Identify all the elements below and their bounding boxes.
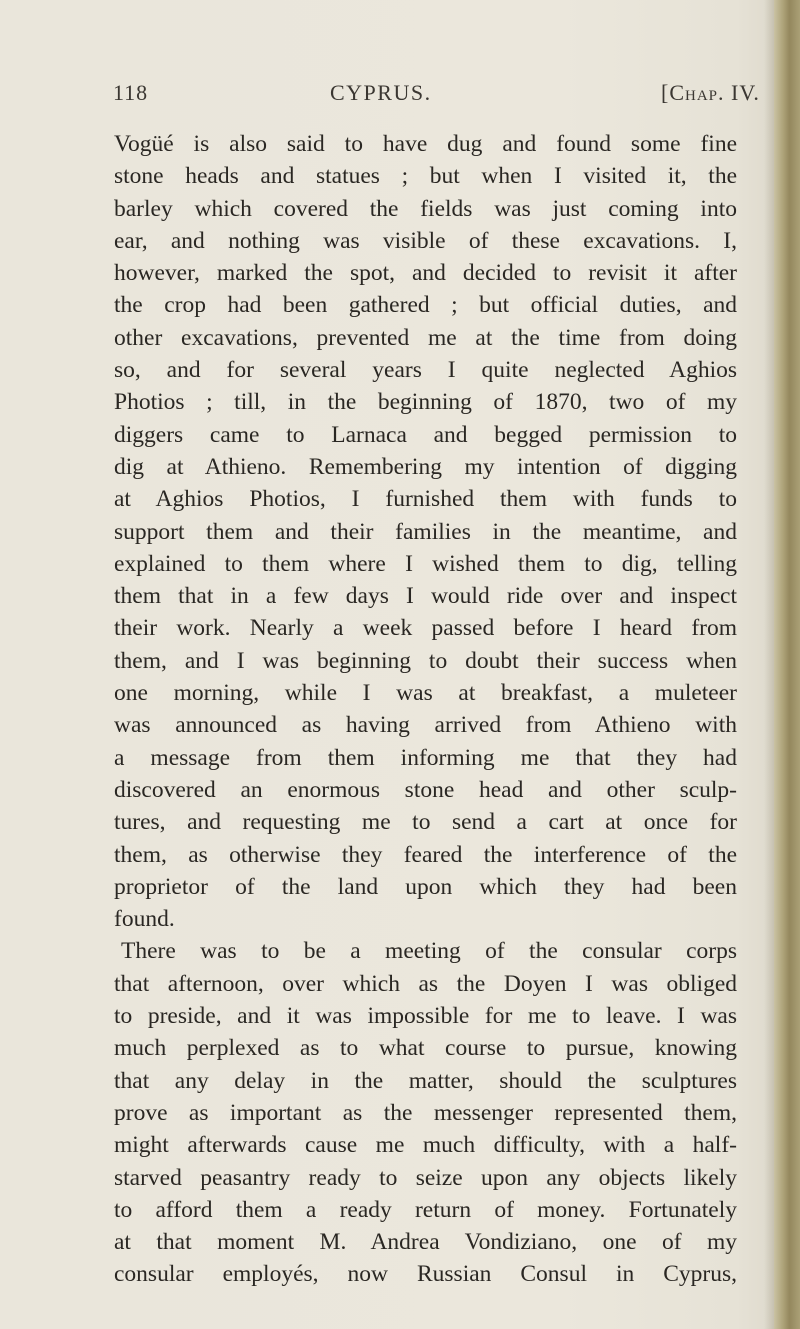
text-line: Photios ; till, in the beginning of 1870, two of my: [114, 389, 737, 416]
text-line: at that moment M. Andrea Vondiziano, one of my: [114, 1229, 737, 1256]
text-line: discovered an enormous stone head and other sculp-: [114, 776, 737, 803]
text-line: the crop had been gathered ; but official duties, and: [114, 292, 737, 319]
text-line: ear, and nothing was visible of these excavations. I,: [114, 227, 737, 254]
text-line: starved peasantry ready to seize upon any objects likely: [114, 1164, 737, 1191]
text-line: much perplexed as to what course to pursue, knowing: [114, 1035, 737, 1062]
text-line: other excavations, prevented me at the time from doing: [114, 324, 737, 351]
body-text: [114, 128, 737, 1291]
text-line: found.: [114, 906, 175, 933]
page-number: 118: [113, 80, 149, 105]
text-line: diggers came to Larnaca and begged permission to: [114, 421, 737, 448]
text-line: stone heads and statues ; but when I visited it, the: [114, 163, 737, 190]
chapter-reference: [Chap. IV.: [661, 80, 760, 105]
text-line: tures, and requesting me to send a cart at once for: [114, 809, 737, 836]
text-line: might afterwards cause me much difficulty, with a half-: [114, 1132, 737, 1159]
running-title: CYPRUS.: [330, 80, 432, 105]
text-line: dig at Athieno. Remembering my intention of digging: [114, 453, 737, 480]
text-line: support them and their families in the meantime, and: [114, 518, 737, 545]
text-line: them that in a few days I would ride over and inspect: [114, 583, 737, 610]
text-line: that afternoon, over which as the Doyen I was obliged: [114, 970, 737, 997]
text-line: prove as important as the messenger represented them,: [114, 1099, 737, 1126]
text-line: one morning, while I was at breakfast, a muleteer: [114, 680, 737, 707]
text-line: so, and for several years I quite neglected Aghios: [114, 357, 737, 384]
page-edge: [774, 0, 800, 1329]
text-line: to preside, and it was impossible for me to leave. I was: [114, 1003, 737, 1030]
text-line: at Aghios Photios, I furnished them with funds to: [114, 486, 737, 513]
text-line: explained to them where I wished them to dig, telling: [114, 550, 737, 577]
text-line: however, marked the spot, and decided to revisit it after: [114, 260, 737, 287]
running-header: [0, 80, 800, 120]
text-line: proprietor of the land upon which they had been: [114, 873, 737, 900]
text-line: barley which covered the fields was just coming into: [114, 195, 737, 222]
text-line: was announced as having arrived from Athieno with: [114, 712, 737, 739]
text-line: to afford them a ready return of money. Fortunately: [114, 1196, 737, 1223]
text-line: Vogüé is also said to have dug and found some fine: [114, 131, 737, 157]
text-line: that any delay in the matter, should the sculptures: [114, 1067, 737, 1094]
text-line: their work. Nearly a week passed before I heard from: [114, 615, 737, 642]
text-line: them, as otherwise they feared the interference of the: [114, 841, 737, 868]
text-line: consular employés, now Russian Consul in Cyprus,: [114, 1261, 737, 1288]
text-line: a message from them informing me that they had: [114, 744, 737, 771]
text-line: There was to be a meeting of the consular corps: [121, 938, 737, 965]
page-gutter-shadow: [764, 0, 774, 1329]
text-line: them, and I was beginning to doubt their success when: [114, 647, 737, 674]
